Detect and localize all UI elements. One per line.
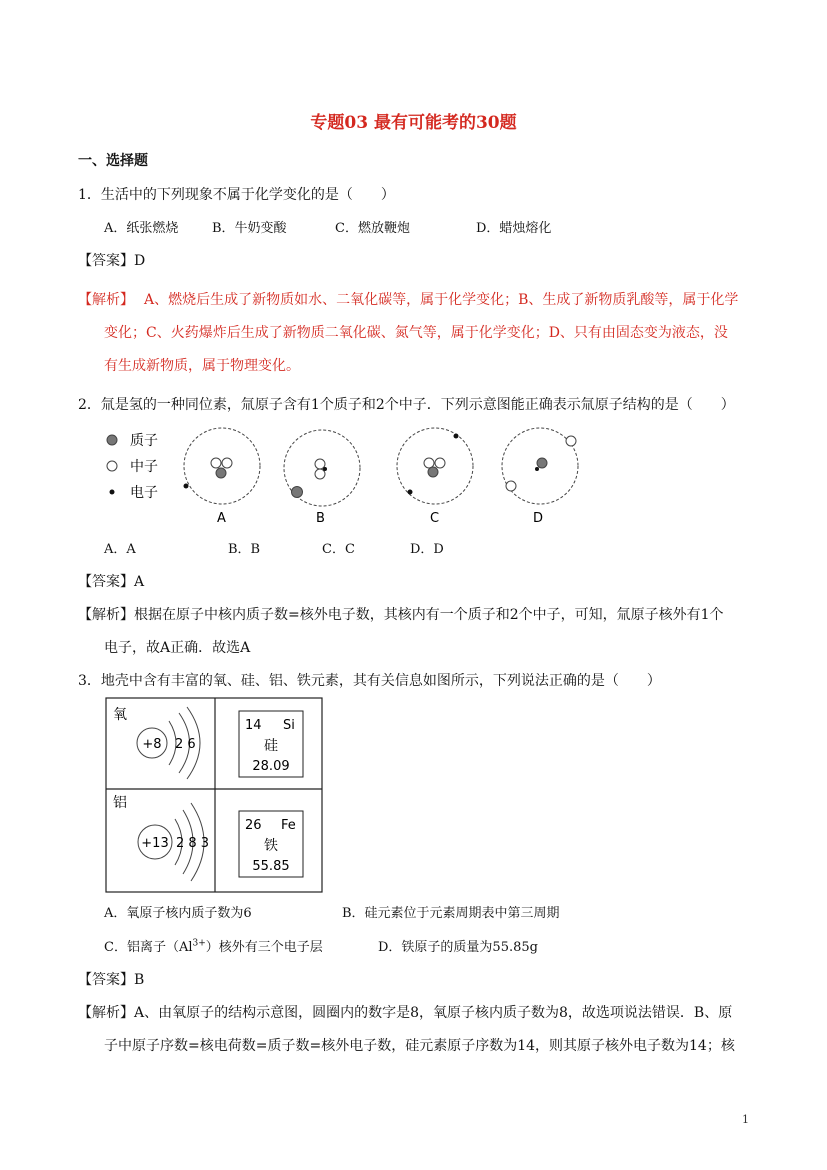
iron-name: 铁: [264, 838, 278, 854]
diagram-label-d: D: [533, 511, 544, 526]
diagram-label-a: A: [217, 511, 226, 526]
neutron-legend-icon: [107, 461, 117, 471]
page-number: 1: [742, 1113, 749, 1126]
legend-neutron: 中子: [130, 459, 158, 475]
legend-proton: 质子: [130, 433, 158, 449]
atom-b: [284, 430, 360, 526]
silicon-name: 硅: [264, 738, 278, 754]
q3-option-c: [104, 936, 323, 955]
q3-option-c-text-end: ）核外有三个电子层: [205, 940, 323, 955]
proton-legend-icon: [107, 435, 117, 445]
iron-number: 26: [245, 818, 262, 833]
q1-analysis-line-2: 变化；C、火药爆炸后生成了新物质二氧化碳、氮气等，属于化学变化；D、只有由固态变为液态，没: [104, 325, 728, 341]
q3-option-c-text: C．铝离子（Al: [104, 940, 193, 955]
q3-analysis-line-1: 【解析】A、由氧原子的结构示意图，圆圈内的数字是8，氧原子核内质子数为8，故选项说法错误．B、原: [78, 1005, 733, 1021]
q2-option-d: D．D: [410, 542, 444, 557]
aluminum-shells: 2 8 3: [176, 836, 210, 851]
iron-symbol: Fe: [281, 818, 296, 833]
oxygen-shells: 2 6: [175, 737, 196, 752]
q3-option-c-charge: 3+: [192, 938, 206, 949]
atom-c: [397, 428, 473, 526]
q1-option-a: A．纸张燃烧: [104, 221, 179, 236]
q3-option-d: D．铁原子的质量为55.85g: [378, 940, 538, 955]
silicon-number: 14: [245, 718, 262, 733]
q1-analysis-line-3: 有生成新物质，属于物理变化。: [104, 358, 300, 374]
q1-analysis-label: 【解析】: [78, 292, 134, 308]
q1-analysis-line-1: A、燃烧后生成了新物质如水、二氧化碳等，属于化学变化；B、生成了新物质乳酸等，属于化学: [144, 292, 739, 308]
q2-answer: 【答案】A: [78, 574, 145, 590]
silicon-symbol: Si: [283, 718, 295, 733]
atom-structure-diagram: [100, 422, 600, 532]
diagram-label-b: B: [316, 511, 325, 526]
legend-electron: 电子: [130, 485, 158, 501]
q2-analysis-line-1: 【解析】根据在原子中核内质子数=核外电子数，其核内有一个质子和2个中子，可知，氚原子核外有1个: [78, 607, 724, 623]
aluminum-nucleus: +13: [141, 836, 169, 851]
electron-legend-icon: [110, 490, 115, 495]
page-title: 专题03 最有可能考的30题: [310, 113, 517, 133]
q2-option-c: C．C: [322, 542, 355, 557]
oxygen-nucleus: +8: [142, 737, 162, 752]
q3-analysis-line-2: 子中原子序数=核电荷数=质子数=核外电子数，硅元素原子序数为14，则其原子核外电子数为14；核: [104, 1038, 735, 1054]
q1-stem: 1．生活中的下列现象不属于化学变化的是（ ）: [78, 187, 395, 203]
element-info-figure: [105, 697, 323, 893]
q1-answer: 【答案】D: [78, 253, 146, 269]
q1-option-b: B．牛奶变酸: [212, 221, 287, 236]
q2-stem: 2．氚是氢的一种同位素，氚原子含有1个质子和2个中子．下列示意图能正确表示氚原子结构的是（ ）: [78, 397, 735, 413]
q3-option-a: A．氧原子核内质子数为6: [104, 906, 252, 921]
q3-answer: 【答案】B: [78, 972, 145, 988]
q3-option-b: B．硅元素位于元素周期表中第三周期: [342, 906, 560, 921]
q2-analysis-line-2: 电子，故A正确．故选A: [104, 640, 251, 656]
oxygen-name: 氧: [113, 707, 127, 723]
aluminum-name: 铝: [113, 795, 127, 811]
q3-stem: 3．地壳中含有丰富的氧、硅、铝、铁元素，其有关信息如图所示，下列说法正确的是（ ）: [78, 673, 661, 689]
q1-option-c: C．燃放鞭炮: [335, 221, 410, 236]
silicon-mass: 28.09: [252, 759, 290, 774]
section-heading: 一、选择题: [78, 153, 148, 169]
diagram-label-c: C: [430, 511, 440, 526]
iron-mass: 55.85: [252, 859, 290, 874]
q2-option-a: A．A: [104, 542, 136, 557]
q2-option-b: B．B: [228, 542, 261, 557]
q1-option-d: D．蜡烛熔化: [476, 221, 552, 236]
atom-d: [502, 428, 578, 526]
atom-a: [184, 428, 261, 526]
